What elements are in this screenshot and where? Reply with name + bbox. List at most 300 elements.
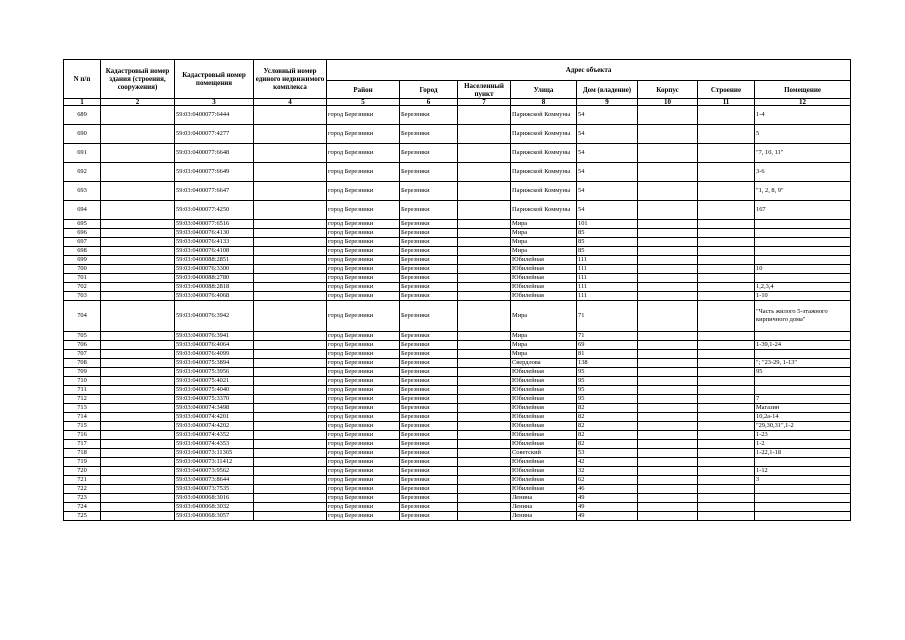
cell-room: "1, 2, 8, 9": [755, 182, 851, 201]
cell-street: Парижской Коммуны: [511, 182, 577, 201]
cell-house: 54: [577, 144, 638, 163]
cell-cond-num: [254, 476, 327, 485]
cell-room: [755, 229, 851, 238]
cell-num: 713: [64, 404, 101, 413]
cell-district: город Березники: [327, 404, 400, 413]
cell-stroenie: [698, 163, 755, 182]
cell-city: Березники: [400, 265, 458, 274]
cell-cond-num: [254, 332, 327, 341]
cell-settlement: [458, 386, 511, 395]
cell-cad-building: [101, 359, 175, 368]
cell-cond-num: [254, 395, 327, 404]
cell-district: город Березники: [327, 431, 400, 440]
cell-cond-num: [254, 238, 327, 247]
cell-settlement: [458, 247, 511, 256]
cell-district: город Березники: [327, 512, 400, 521]
cell-cond-num: [254, 292, 327, 301]
cell-cad-building: [101, 274, 175, 283]
cell-korpus: [638, 220, 698, 229]
cell-district: город Березники: [327, 395, 400, 404]
cell-cond-num: [254, 229, 327, 238]
cell-korpus: [638, 413, 698, 422]
cell-district: город Березники: [327, 494, 400, 503]
table-row: [64, 467, 851, 476]
cell-num: 695: [64, 220, 101, 229]
header-korpus: Корпус: [638, 81, 698, 99]
cell-cond-num: [254, 265, 327, 274]
cell-room: [755, 512, 851, 521]
cell-room: 95: [755, 368, 851, 377]
cell-city: Березники: [400, 440, 458, 449]
cell-cad-room: 59:03:0400076:4068: [175, 292, 254, 301]
cell-district: город Березники: [327, 106, 400, 125]
cell-num: 704: [64, 301, 101, 332]
cell-street: Юбилейная: [511, 377, 577, 386]
cell-num: 714: [64, 413, 101, 422]
cell-cad-building: [101, 144, 175, 163]
cell-city: Березники: [400, 386, 458, 395]
cell-cond-num: [254, 163, 327, 182]
cell-cond-num: [254, 386, 327, 395]
cell-cad-building: [101, 467, 175, 476]
table-row: [64, 229, 851, 238]
cell-settlement: [458, 163, 511, 182]
cell-city: Березники: [400, 449, 458, 458]
cell-settlement: [458, 503, 511, 512]
cell-street: Юбилейная: [511, 395, 577, 404]
cell-cad-room: 59:03:0400074:4201: [175, 413, 254, 422]
cell-settlement: [458, 440, 511, 449]
cell-cad-room: 59:03:0400068:3057: [175, 512, 254, 521]
cell-cond-num: [254, 467, 327, 476]
cell-street: Юбилейная: [511, 274, 577, 283]
cell-cad-building: [101, 377, 175, 386]
cell-cond-num: [254, 368, 327, 377]
cell-settlement: [458, 274, 511, 283]
cell-cond-num: [254, 431, 327, 440]
cell-cad-building: [101, 449, 175, 458]
cell-cad-room: 59:03:0400075:4021: [175, 377, 254, 386]
cell-cad-room: 59:03:0400075:4040: [175, 386, 254, 395]
cell-settlement: [458, 220, 511, 229]
cell-settlement: [458, 368, 511, 377]
cell-korpus: [638, 368, 698, 377]
cell-stroenie: [698, 332, 755, 341]
cell-num: 718: [64, 449, 101, 458]
cell-city: Березники: [400, 256, 458, 265]
cell-settlement: [458, 332, 511, 341]
cell-korpus: [638, 238, 698, 247]
table-row: [64, 238, 851, 247]
cell-cond-num: [254, 274, 327, 283]
cell-district: город Березники: [327, 440, 400, 449]
cell-room: 1-4: [755, 106, 851, 125]
cell-room: "; "23-29, 1-13": [755, 359, 851, 368]
cell-stroenie: [698, 292, 755, 301]
cell-cond-num: [254, 256, 327, 265]
cell-korpus: [638, 341, 698, 350]
cell-house: 111: [577, 274, 638, 283]
cell-street: Юбилейная: [511, 440, 577, 449]
cell-street: Мира: [511, 301, 577, 332]
cell-num: 712: [64, 395, 101, 404]
col-number: 3: [175, 99, 254, 106]
cell-num: 702: [64, 283, 101, 292]
cell-cond-num: [254, 512, 327, 521]
table-row: [64, 368, 851, 377]
header-house: Дом (владение): [577, 81, 638, 99]
cell-num: 698: [64, 247, 101, 256]
cell-city: Березники: [400, 106, 458, 125]
cell-cad-room: 59:03:0400076:4099: [175, 350, 254, 359]
cell-cond-num: [254, 341, 327, 350]
table-row: [64, 404, 851, 413]
cell-street: Парижской Коммуны: [511, 125, 577, 144]
table-row: [64, 301, 851, 332]
cell-house: 85: [577, 229, 638, 238]
cell-stroenie: [698, 386, 755, 395]
cell-cad-building: [101, 476, 175, 485]
cell-street: Юбилейная: [511, 292, 577, 301]
cell-street: Мира: [511, 341, 577, 350]
cell-num: 706: [64, 341, 101, 350]
cell-street: Ленина: [511, 503, 577, 512]
cell-room: [755, 247, 851, 256]
cell-korpus: [638, 332, 698, 341]
cell-district: город Березники: [327, 485, 400, 494]
cell-korpus: [638, 494, 698, 503]
cell-cond-num: [254, 440, 327, 449]
cell-house: 32: [577, 467, 638, 476]
col-number: 4: [254, 99, 327, 106]
cell-cad-room: 59:03:0400076:4064: [175, 341, 254, 350]
table-row: [64, 106, 851, 125]
cell-stroenie: [698, 395, 755, 404]
cell-city: Березники: [400, 283, 458, 292]
cell-num: 705: [64, 332, 101, 341]
cell-cad-room: 59:03:0400088:2818: [175, 283, 254, 292]
cell-cond-num: [254, 350, 327, 359]
header-stroenie: Строение: [698, 81, 755, 99]
cell-cad-building: [101, 494, 175, 503]
objects-table: [63, 59, 851, 521]
cell-house: 49: [577, 512, 638, 521]
cell-house: 62: [577, 476, 638, 485]
cell-street: Юбилейная: [511, 431, 577, 440]
cell-cad-room: 59:03:0400073:11365: [175, 449, 254, 458]
cell-room: [755, 332, 851, 341]
cell-cad-building: [101, 485, 175, 494]
cell-cond-num: [254, 458, 327, 467]
cell-num: 711: [64, 386, 101, 395]
cell-cad-building: [101, 386, 175, 395]
cell-house: 71: [577, 332, 638, 341]
cell-korpus: [638, 274, 698, 283]
cell-cad-room: 59:03:0400076:4130: [175, 229, 254, 238]
cell-korpus: [638, 125, 698, 144]
cell-house: 111: [577, 292, 638, 301]
cell-settlement: [458, 292, 511, 301]
cell-korpus: [638, 283, 698, 292]
cell-stroenie: [698, 413, 755, 422]
cell-room: Магазин: [755, 404, 851, 413]
cell-settlement: [458, 458, 511, 467]
cell-num: 722: [64, 485, 101, 494]
cell-stroenie: [698, 341, 755, 350]
cell-city: Березники: [400, 182, 458, 201]
cell-settlement: [458, 449, 511, 458]
cell-cad-room: 59:03:0400074:4353: [175, 440, 254, 449]
cell-cad-building: [101, 440, 175, 449]
cell-cond-num: [254, 125, 327, 144]
cell-settlement: [458, 494, 511, 503]
cell-stroenie: [698, 106, 755, 125]
cell-city: Березники: [400, 377, 458, 386]
cell-room: 1-12: [755, 467, 851, 476]
cell-cad-room: 59:03:0400077:6649: [175, 163, 254, 182]
cell-cad-room: 59:03:0400074:3498: [175, 404, 254, 413]
cell-korpus: [638, 144, 698, 163]
cell-stroenie: [698, 265, 755, 274]
cell-district: город Березники: [327, 265, 400, 274]
cell-cad-building: [101, 350, 175, 359]
cell-num: 697: [64, 238, 101, 247]
cell-room: [755, 503, 851, 512]
cell-num: 692: [64, 163, 101, 182]
cell-num: 693: [64, 182, 101, 201]
cell-settlement: [458, 467, 511, 476]
col-number: 5: [327, 99, 400, 106]
cell-room: 10: [755, 265, 851, 274]
col-number: 2: [101, 99, 175, 106]
cell-room: [755, 494, 851, 503]
cell-settlement: [458, 301, 511, 332]
cell-num: 691: [64, 144, 101, 163]
cell-korpus: [638, 485, 698, 494]
cell-house: 82: [577, 422, 638, 431]
table-row: [64, 413, 851, 422]
cell-korpus: [638, 359, 698, 368]
cell-city: Березники: [400, 494, 458, 503]
cell-cad-room: 59:03:0400077:6648: [175, 144, 254, 163]
table-row: [64, 256, 851, 265]
cell-settlement: [458, 106, 511, 125]
cell-cad-room: 59:03:0400076:3941: [175, 332, 254, 341]
cell-house: 138: [577, 359, 638, 368]
cell-cad-building: [101, 256, 175, 265]
cell-cad-building: [101, 422, 175, 431]
cell-stroenie: [698, 301, 755, 332]
table-row: [64, 431, 851, 440]
cell-cond-num: [254, 283, 327, 292]
cell-district: город Березники: [327, 359, 400, 368]
col-number: 10: [638, 99, 698, 106]
cell-room: 10,2а-14: [755, 413, 851, 422]
cell-city: Березники: [400, 341, 458, 350]
cell-korpus: [638, 476, 698, 485]
cell-num: 724: [64, 503, 101, 512]
cell-stroenie: [698, 467, 755, 476]
cell-stroenie: [698, 359, 755, 368]
cell-korpus: [638, 449, 698, 458]
cell-stroenie: [698, 512, 755, 521]
cell-stroenie: [698, 144, 755, 163]
document-page: [63, 59, 850, 521]
cell-street: Юбилейная: [511, 422, 577, 431]
cell-district: город Березники: [327, 125, 400, 144]
cell-stroenie: [698, 458, 755, 467]
table-row: [64, 182, 851, 201]
table-row: [64, 458, 851, 467]
cell-city: Березники: [400, 395, 458, 404]
cell-korpus: [638, 404, 698, 413]
col-number: 8: [511, 99, 577, 106]
cell-house: 101: [577, 220, 638, 229]
cell-district: город Березники: [327, 301, 400, 332]
cell-district: город Березники: [327, 247, 400, 256]
table-row: [64, 265, 851, 274]
cell-house: 54: [577, 182, 638, 201]
cell-cond-num: [254, 301, 327, 332]
cell-city: Березники: [400, 512, 458, 521]
cell-num: 690: [64, 125, 101, 144]
table-row: [64, 449, 851, 458]
header-cond-num: Условный номер единого недвижимого комплекса: [254, 60, 327, 99]
cell-city: Березники: [400, 404, 458, 413]
cell-cad-room: 59:03:0400076:3300: [175, 265, 254, 274]
cell-street: Юбилейная: [511, 368, 577, 377]
cell-house: 95: [577, 368, 638, 377]
header-district: Район: [327, 81, 400, 99]
cell-room: "29,30,31",1-2: [755, 422, 851, 431]
cell-district: город Березники: [327, 476, 400, 485]
cell-street: Мира: [511, 350, 577, 359]
cell-num: 721: [64, 476, 101, 485]
cell-cad-building: [101, 163, 175, 182]
cell-cad-room: 59:03:0400074:4202: [175, 422, 254, 431]
cell-cad-building: [101, 238, 175, 247]
cell-num: 694: [64, 201, 101, 220]
cell-cad-building: [101, 332, 175, 341]
table-row: [64, 220, 851, 229]
cell-cond-num: [254, 404, 327, 413]
cell-cad-building: [101, 220, 175, 229]
cell-room: 5: [755, 125, 851, 144]
cell-district: город Березники: [327, 220, 400, 229]
cell-city: Березники: [400, 301, 458, 332]
cell-cad-building: [101, 247, 175, 256]
cell-num: 715: [64, 422, 101, 431]
cell-korpus: [638, 377, 698, 386]
cell-cad-room: 59:03:0400077:6647: [175, 182, 254, 201]
cell-num: 719: [64, 458, 101, 467]
cell-street: Ленина: [511, 512, 577, 521]
cell-cad-room: 59:03:0400088:2851: [175, 256, 254, 265]
cell-district: город Березники: [327, 377, 400, 386]
cell-cad-room: 59:03:0400088:2780: [175, 274, 254, 283]
cell-stroenie: [698, 431, 755, 440]
cell-street: Мира: [511, 238, 577, 247]
header-city: Город: [400, 81, 458, 99]
cell-korpus: [638, 229, 698, 238]
col-number: 1: [64, 99, 101, 106]
table-row: [64, 247, 851, 256]
cell-cad-building: [101, 265, 175, 274]
cell-house: 95: [577, 377, 638, 386]
cell-room: "Часть жилого 5-этажного кирпичного дома": [755, 301, 851, 332]
cell-house: 54: [577, 106, 638, 125]
cell-num: 701: [64, 274, 101, 283]
cell-street: Ленина: [511, 494, 577, 503]
cell-cad-room: 59:03:0400076:4108: [175, 247, 254, 256]
cell-cad-room: 59:03:0400073:7535: [175, 485, 254, 494]
cell-street: Юбилейная: [511, 265, 577, 274]
table-row: [64, 274, 851, 283]
cell-city: Березники: [400, 467, 458, 476]
cell-cad-building: [101, 404, 175, 413]
cell-district: город Березники: [327, 386, 400, 395]
cell-stroenie: [698, 238, 755, 247]
cell-district: город Березники: [327, 467, 400, 476]
cell-num: 709: [64, 368, 101, 377]
col-number: 12: [755, 99, 851, 106]
cell-district: город Березники: [327, 350, 400, 359]
cell-stroenie: [698, 283, 755, 292]
cell-district: город Березники: [327, 341, 400, 350]
cell-stroenie: [698, 229, 755, 238]
table-row: [64, 359, 851, 368]
cell-stroenie: [698, 404, 755, 413]
cell-settlement: [458, 377, 511, 386]
cell-house: 111: [577, 256, 638, 265]
cell-district: город Березники: [327, 503, 400, 512]
cell-settlement: [458, 476, 511, 485]
cell-street: Юбилейная: [511, 476, 577, 485]
cell-room: [755, 458, 851, 467]
cell-cad-building: [101, 503, 175, 512]
table-body: [64, 106, 851, 521]
cell-house: 95: [577, 386, 638, 395]
cell-street: Парижской Коммуны: [511, 106, 577, 125]
cell-house: 49: [577, 494, 638, 503]
cell-room: 1-23: [755, 431, 851, 440]
cell-city: Березники: [400, 422, 458, 431]
cell-room: 3-6: [755, 163, 851, 182]
cell-korpus: [638, 422, 698, 431]
header-room: Помещение: [755, 81, 851, 99]
cell-city: Березники: [400, 476, 458, 485]
cell-district: город Березники: [327, 229, 400, 238]
cell-city: Березники: [400, 350, 458, 359]
cell-cad-room: 59:03:0400073:11412: [175, 458, 254, 467]
cell-district: город Березники: [327, 238, 400, 247]
cell-house: 54: [577, 201, 638, 220]
cell-cad-room: 59:03:0400068:3016: [175, 494, 254, 503]
table-row: [64, 512, 851, 521]
cell-korpus: [638, 395, 698, 404]
header-num: N п/п: [64, 60, 101, 99]
cell-house: 82: [577, 431, 638, 440]
cell-street: Мира: [511, 332, 577, 341]
cell-street: Юбилейная: [511, 256, 577, 265]
cell-num: 700: [64, 265, 101, 274]
cell-korpus: [638, 386, 698, 395]
cell-num: 703: [64, 292, 101, 301]
cell-district: город Березники: [327, 283, 400, 292]
cell-district: город Березники: [327, 163, 400, 182]
cell-num: 725: [64, 512, 101, 521]
cell-num: 696: [64, 229, 101, 238]
